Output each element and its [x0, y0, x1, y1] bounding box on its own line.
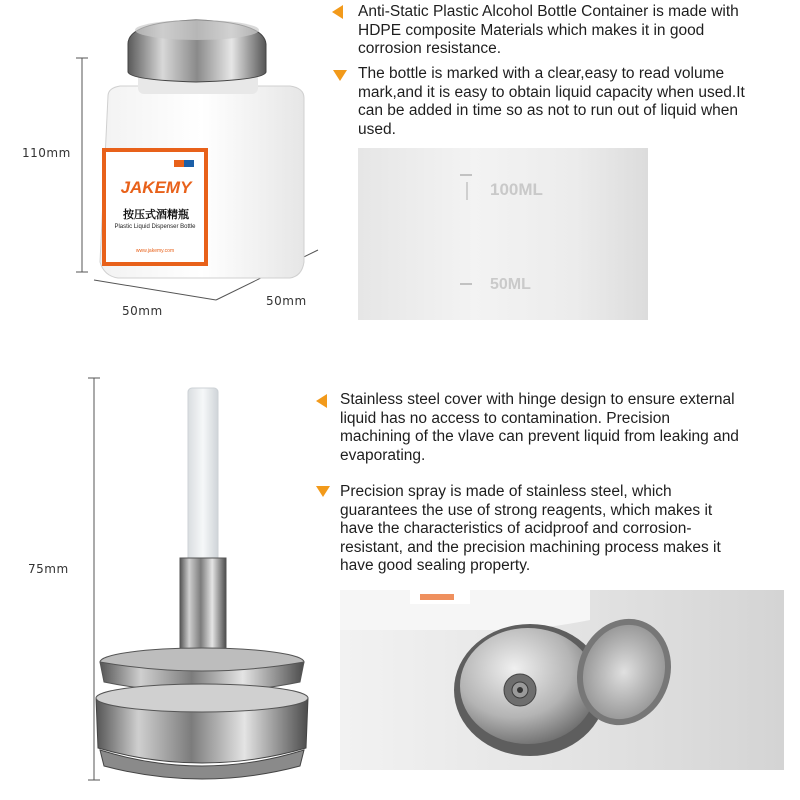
left-arrow-icon — [332, 5, 343, 19]
cap-closeup-illustration — [340, 590, 784, 770]
bottle-illustration — [0, 0, 330, 330]
label-english: Plastic Liquid Dispenser Bottle — [114, 224, 196, 230]
volume-mark-lower: 50ML — [490, 276, 531, 293]
volume-mark-photo — [358, 148, 648, 320]
dimension-width: 50mm — [122, 304, 163, 318]
label-website: www.jakemy.com — [135, 248, 175, 254]
cap-closeup-photo — [340, 590, 784, 770]
dimension-pump-height: 75mm — [28, 562, 69, 576]
down-arrow-icon — [316, 486, 330, 497]
feature-text-spray: Precision spray is made of stainless steel, which guarantees the use of strong reagents, which makes it have the characteristics of acidproof and corrosion-resistant, and the precision machining process makes it have good sealing property. — [340, 483, 721, 574]
pump-dimension-figure — [0, 330, 340, 800]
feature-text-volume: The bottle is marked with a clear,easy to read volume mark,and it is easy to obtain liquid capacity when used.It can be added in time so as not to run out of liquid when used. — [358, 65, 745, 138]
label-brand: JAKEMY — [120, 178, 192, 197]
feature-text-cover: Stainless steel cover with hinge design to ensure external liquid has no access to contamination. Precision machining of the vlave can prevent liquid from leaking and evaporating. — [340, 391, 739, 464]
dimension-height: 110mm — [22, 146, 71, 160]
label-chinese: 按压式酒精瓶 — [123, 209, 189, 221]
feature-text-material: Anti-Static Plastic Alcohol Bottle Container is made with HDPE composite Materials which makes it in good corrosion resistance. — [358, 3, 739, 57]
volume-mark-upper: 100ML — [490, 180, 543, 199]
bottle-dimension-figure — [0, 0, 330, 330]
down-arrow-icon — [333, 70, 347, 81]
dimension-depth: 50mm — [266, 294, 307, 308]
left-arrow-icon — [316, 394, 327, 408]
